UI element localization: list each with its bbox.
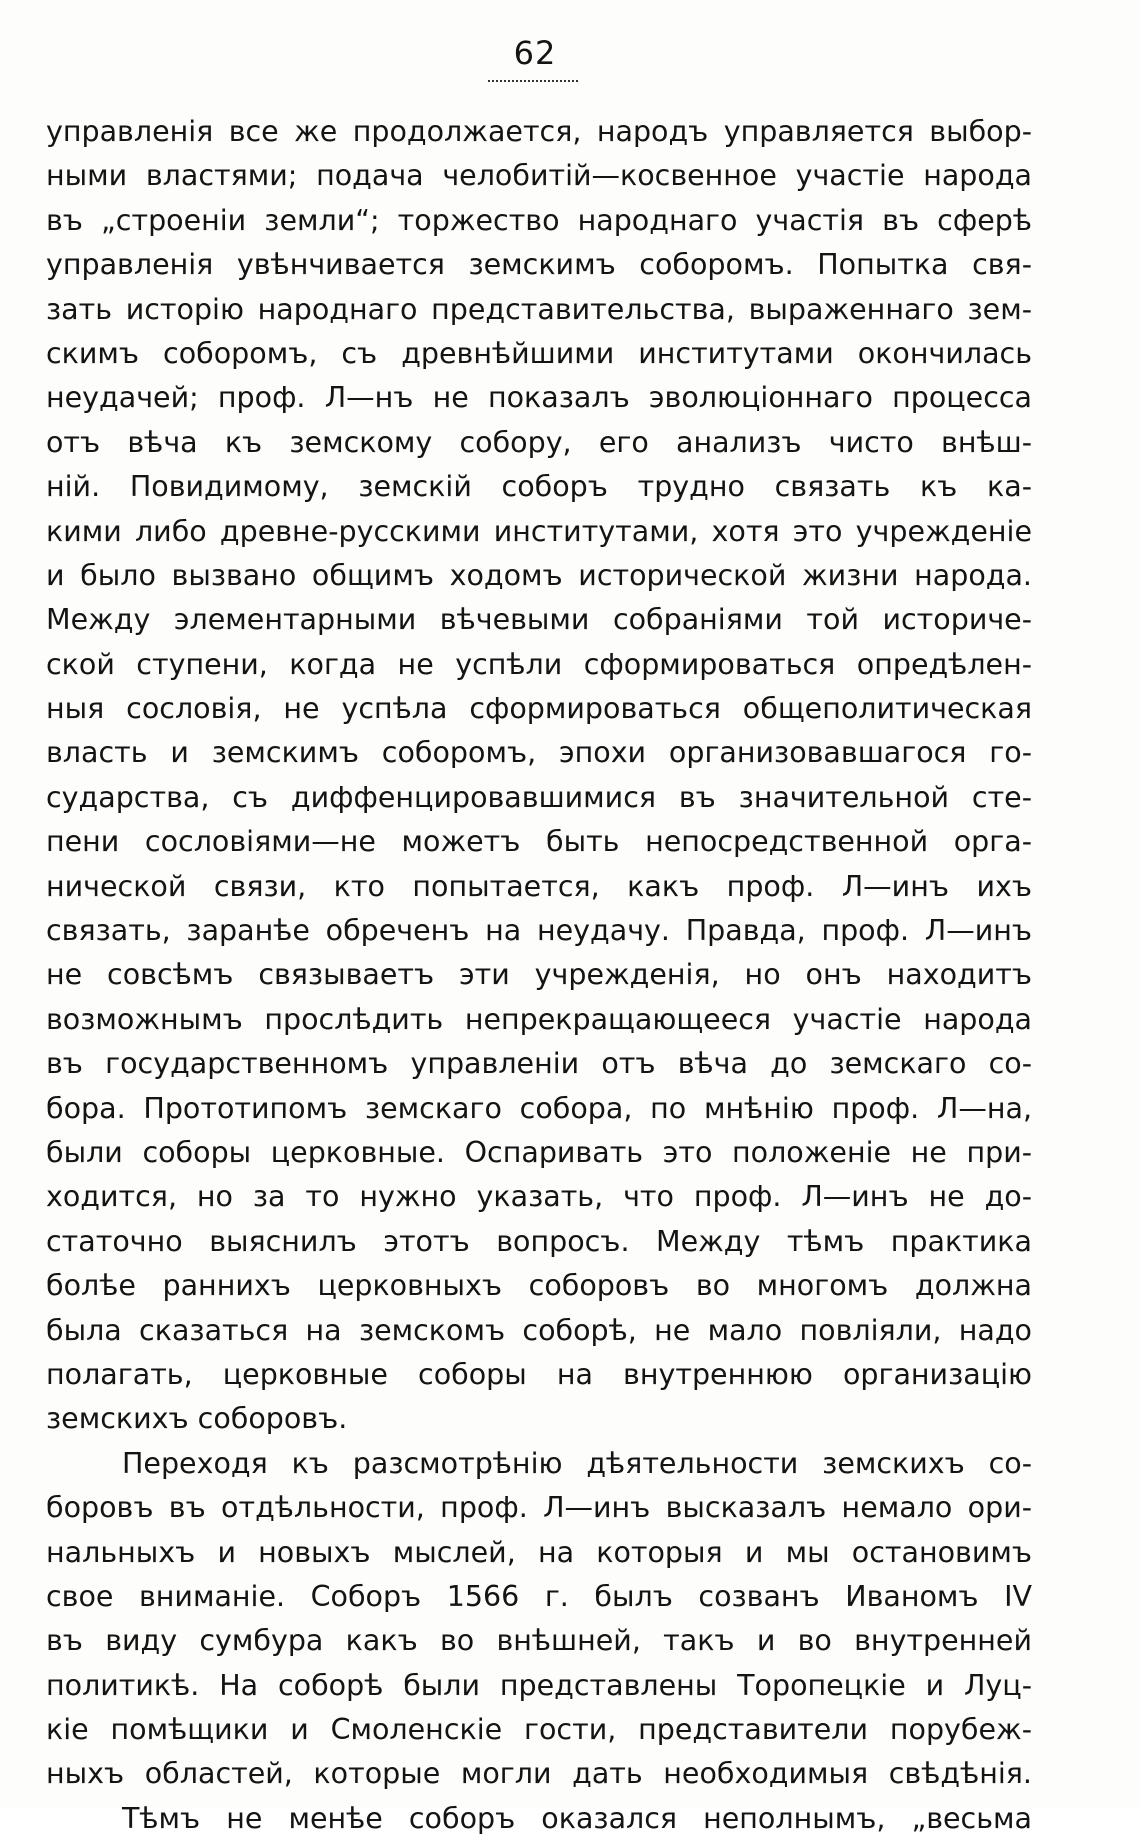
text-line: ской ступени, когда не успѣли сформироваться опредѣлен- — [46, 647, 1032, 681]
text-line: пени сословіями—не можетъ быть непосредственной орга- — [46, 825, 1032, 859]
text-line: нальныхъ и новыхъ мыслей, на которыя и мы остановимъ — [46, 1535, 1032, 1569]
text-line: полагать, церковные соборы на внутреннюю организацію — [46, 1357, 1032, 1391]
text-line: въ „строеніи земли“; торжество народнаго участія въ сферѣ — [46, 203, 1032, 237]
text-line: ными властями; подача челобитій—косвенное участіе народа — [46, 159, 1032, 193]
text-line: политикѣ. На соборѣ были представлены Торопецкіе и Луц- — [46, 1668, 1032, 1702]
text-line: отъ вѣча къ земскому собору, его анализъ чисто внѣш- — [46, 425, 1032, 459]
text-line: ній. Повидимому, земскій соборъ трудно связать къ ка- — [46, 470, 1032, 504]
text-line: были соборы церковные. Оспаривать это положеніе не при- — [46, 1135, 1032, 1169]
text-line: боровъ въ отдѣльности, проф. Л—инъ высказалъ немало ори- — [46, 1491, 1032, 1525]
text-line: ныхъ областей, которые могли дать необходимыя свѣдѣнія. — [46, 1757, 1032, 1791]
text-line: управленія увѣнчивается земскимъ соборомъ. Попытка свя- — [46, 248, 1032, 282]
text-line: статочно выяснилъ этотъ вопросъ. Между тѣмъ практика — [46, 1224, 1032, 1258]
text-line: неудачей; проф. Л—нъ не показалъ эволюціоннаго процесса — [46, 381, 1032, 415]
text-line: зать исторію народнаго представительства, выраженнаго зем- — [46, 292, 1032, 326]
page-number-rule — [488, 80, 578, 82]
text-line: Между элементарными вѣчевыми собраніями той историче- — [46, 603, 1032, 637]
text-line: болѣе раннихъ церковныхъ соборовъ во многомъ должна — [46, 1269, 1032, 1303]
paragraph-start-line: Переходя къ разсмотрѣнію дѣятельности земскихъ со- — [122, 1446, 1032, 1480]
text-line: скимъ соборомъ, съ древнѣйшими институтами окончилась — [46, 336, 1032, 370]
text-line: управленія все же продолжается, народъ управляется выбор- — [46, 115, 1032, 148]
body-text — [46, 110, 1032, 1841]
text-line: была сказаться на земскомъ соборѣ, не мало повліяли, надо — [46, 1313, 1032, 1347]
text-line: и было вызвано общимъ ходомъ исторической жизни народа. — [46, 558, 1032, 592]
text-line: власть и земскимъ соборомъ, эпохи организовавшагося го- — [46, 736, 1032, 770]
text-line: кими либо древне-русскими институтами, хотя это учрежденіе — [46, 514, 1032, 548]
text-line: не совсѣмъ связываетъ эти учрежденія, но онъ находитъ — [46, 958, 1032, 992]
text-line: связать, заранѣе обреченъ на неудачу. Правда, проф. Л—инъ — [46, 914, 1032, 948]
text-line: бора. Прототипомъ земскаго собора, по мнѣнію проф. Л—на, — [46, 1091, 1032, 1125]
paragraph-end-line: земскихъ соборовъ. — [46, 1402, 348, 1436]
page-number: 62 — [513, 34, 557, 72]
text-line: ныя сословія, не успѣла сформироваться общеполитическая — [46, 692, 1032, 726]
paragraph-start-line: Тѣмъ не менѣе соборъ оказался неполнымъ, „весьма — [122, 1801, 1032, 1835]
text-line: кіе помѣщики и Смоленскіе гости, представители порубеж- — [46, 1713, 1032, 1747]
text-line: возможнымъ прослѣдить непрекращающееся участіе народа — [46, 1002, 1032, 1036]
text-line: сударства, съ диффенцировавшимися въ значительной сте- — [46, 780, 1032, 814]
text-line: въ государственномъ управленіи отъ вѣча до земскаго со- — [46, 1047, 1032, 1081]
text-line: нической связи, кто попытается, какъ проф. Л—инъ ихъ — [46, 869, 1032, 903]
text-line: свое вниманіе. Соборъ 1566 г. былъ созванъ Иваномъ IV — [46, 1579, 1032, 1613]
text-line: ходится, но за то нужно указать, что проф. Л—инъ не до- — [46, 1180, 1032, 1214]
text-line: въ виду сумбура какъ во внѣшней, такъ и во внутренней — [46, 1624, 1032, 1658]
